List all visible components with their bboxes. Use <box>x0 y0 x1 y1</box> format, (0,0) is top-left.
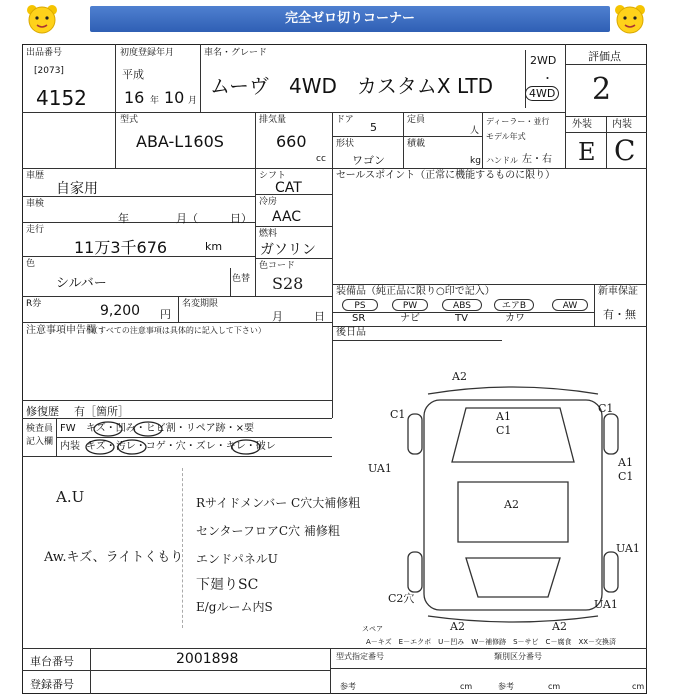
name-change-month-unit: 月 <box>272 310 283 323</box>
mark-right-front-fender: C1 <box>598 402 614 415</box>
load-unit: kg <box>470 156 481 166</box>
equip-abs: ABS <box>442 299 482 311</box>
registration-month: 10 <box>164 88 185 107</box>
displacement-label: 排気量 <box>259 115 287 125</box>
handle-label: ハンドル <box>486 156 518 165</box>
color-label: 色 <box>26 259 36 269</box>
recycle-value: 9,200 <box>100 303 141 319</box>
recycle-label: R券 <box>26 299 42 309</box>
drive-dot: ・ <box>542 72 553 85</box>
displacement-value: 660 <box>276 132 307 151</box>
drive-4wd-circled: 4WD <box>525 86 559 101</box>
mark-rear-right: A2 <box>552 620 567 633</box>
spare-label: スペア <box>362 625 383 633</box>
dims-unit-1: cm <box>460 682 473 691</box>
fw-items: キズ・凹み・ヒビ割・リペア跡・×要 <box>86 423 254 434</box>
doors-label: ドア <box>336 115 354 125</box>
bear-mascot-left-icon <box>24 2 60 36</box>
interior-check-items: キズ・汚レ・コゲ・穴・ズレ・キレ・破レ <box>86 441 276 452</box>
model-year-label: モデル年式 <box>486 132 526 141</box>
equipment-label: 装備品（純正品に限り○印で記入） <box>336 286 495 297</box>
note-right-3: エンドパネルU <box>196 552 278 566</box>
new-tires-value: 有・無 <box>603 308 636 321</box>
shape-value: ワゴン <box>352 154 385 167</box>
car-name-label: 車名・グレード <box>204 48 268 58</box>
capacity-label: 定員 <box>407 115 426 125</box>
color-change-label: 色替 <box>232 274 251 284</box>
car-name-value: ムーヴ 4WD カスタムX LTD <box>210 74 493 98</box>
usage-label: 車歴 <box>26 171 45 181</box>
name-change-label: 名変期限 <box>182 299 219 309</box>
inspection-label: 車検 <box>26 199 45 209</box>
mileage-label: 走行 <box>26 225 45 235</box>
shape-label: 形状 <box>336 139 355 149</box>
remarks-label: 注意事項申告欄 <box>26 325 96 336</box>
inspection-month-unit: 月（ <box>176 212 198 225</box>
interior-grade: C <box>614 134 636 167</box>
mileage-value: 11万3千676 <box>74 238 168 257</box>
equip-leather: カワ <box>505 313 525 324</box>
note-left-1: A.U <box>56 488 85 506</box>
equip-aw: AW <box>552 299 588 311</box>
equip-navi: ナビ <box>400 313 420 324</box>
exterior-label: 外装 <box>572 119 592 130</box>
drive-2wd: 2WD <box>530 54 557 67</box>
mark-left-front-fender: C1 <box>390 408 406 421</box>
page-header-banner: 完全ゼロ切りコーナー <box>90 6 610 32</box>
class-number-label: 類別区分番号 <box>494 652 542 661</box>
lot-number: 4152 <box>36 86 87 110</box>
dealer-label: ディーラー・並行 <box>486 117 550 126</box>
reference-label-1: 参考 <box>340 682 356 691</box>
chassis-value: 2001898 <box>176 651 239 667</box>
shift-label: シフト <box>259 171 287 181</box>
bear-mascot-right-icon <box>612 2 648 36</box>
ac-value: AAC <box>272 209 302 225</box>
mark-hood-a1: A1 <box>496 410 511 423</box>
color-value: シルバー <box>56 276 107 291</box>
capacity-unit: 人 <box>470 126 480 136</box>
repair-value: 有［箇所］ <box>74 405 129 418</box>
remarks-note: （すべての注意事項は具体的に記入して下さい） <box>90 326 266 335</box>
registration-month-unit: 月 <box>188 96 198 106</box>
name-change-day-unit: 日 <box>314 310 325 323</box>
recycle-unit: 円 <box>160 308 171 321</box>
fuel-value: ガソリン <box>260 242 316 258</box>
model-value: ABA-L160S <box>136 132 224 151</box>
chassis-label: 車台番号 <box>30 655 74 668</box>
displacement-unit: cc <box>316 154 326 164</box>
load-label: 積載 <box>407 139 426 149</box>
repair-label: 修復歴 <box>26 405 59 418</box>
model-label: 型式 <box>120 115 139 125</box>
dims-unit-2: cm <box>548 682 561 691</box>
note-right-5: E/gルーム内S <box>196 600 273 614</box>
registration-era: 平成 <box>122 68 144 81</box>
color-code-value: S28 <box>272 274 304 293</box>
inspector-label-2: 記入欄 <box>26 437 54 447</box>
handle-value: 左・右 <box>522 154 552 165</box>
inspector-circles-icon <box>80 418 330 456</box>
inspection-year-unit: 年 <box>118 212 129 225</box>
registration-number-label: 登録番号 <box>30 678 74 691</box>
mark-left-front-door: UA1 <box>368 462 392 475</box>
mark-hood-c1: C1 <box>496 424 512 437</box>
new-tires-label: 新車保証 <box>598 286 638 297</box>
registration-year: 16 <box>124 88 145 107</box>
evaluation-score: 2 <box>592 72 612 107</box>
equip-airbag: エアB <box>494 299 534 311</box>
note-right-2: センターフロアC穴 補修粗 <box>196 524 340 538</box>
color-code-label: 色コード <box>259 261 296 271</box>
registration-year-unit: 年 <box>150 96 160 106</box>
mark-right-rear-quarter: UA1 <box>594 598 618 611</box>
legend-line: A－キズ E－エクボ U－凹み W－補修跡 S－サビ C－腐食 XX－交換済 <box>366 638 617 646</box>
mark-rear-left: A2 <box>450 620 465 633</box>
exterior-grade: E <box>578 138 596 166</box>
registration-label: 初度登録年月 <box>120 48 175 58</box>
interior-label: 内装 <box>612 119 632 130</box>
dims-unit-3: cm <box>632 682 645 691</box>
inspection-day-unit: 日） <box>230 212 252 225</box>
shift-value: CAT <box>275 180 302 196</box>
doors-value: 5 <box>370 121 377 134</box>
fw-label: FW <box>60 423 76 434</box>
mark-left-rear-quarter: C2穴 <box>388 592 415 605</box>
ac-label: 冷房 <box>259 197 278 207</box>
lot-sub: [2073] <box>34 66 64 76</box>
usage-value: 自家用 <box>56 181 98 197</box>
note-left-2: Aw.キズ、ライトくもり <box>44 550 184 565</box>
mark-roof: A2 <box>504 498 519 511</box>
equip-pw: PW <box>392 299 428 311</box>
equip-ps: PS <box>342 299 378 311</box>
lot-label: 出品番号 <box>26 48 63 58</box>
fuel-label: 燃料 <box>259 229 278 239</box>
mark-right-door-a1: A1 <box>618 456 633 469</box>
type-designation-label: 型式指定番号 <box>336 652 384 661</box>
equip-tv: TV <box>455 313 468 324</box>
note-right-4: 下廻りSC <box>196 577 259 593</box>
sales-point-label: セールスポイント（正常に機能するものに限り） <box>336 170 556 181</box>
mark-front-bumper: A2 <box>452 370 467 383</box>
interior-check-label: 内装 <box>60 441 80 452</box>
evaluation-label: 評価点 <box>588 50 621 63</box>
mileage-unit: km <box>205 240 223 253</box>
mark-right-rear-door: UA1 <box>616 542 640 555</box>
mark-right-door-c1: C1 <box>618 470 634 483</box>
equip-sr: SR <box>352 313 366 324</box>
inspector-label: 検査員 <box>26 424 54 434</box>
note-right-1: Rサイドメンバー C穴大補修粗 <box>196 496 361 510</box>
reference-label-2: 参考 <box>498 682 514 691</box>
